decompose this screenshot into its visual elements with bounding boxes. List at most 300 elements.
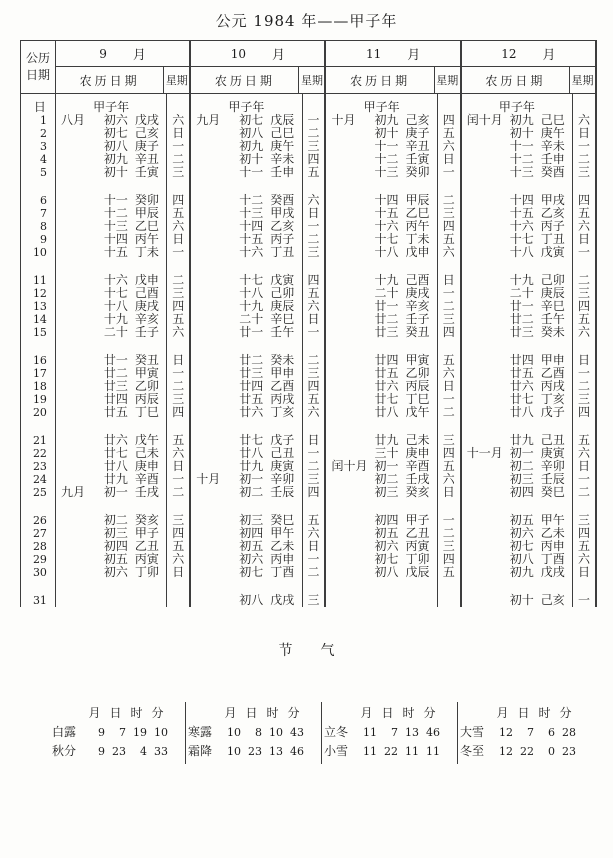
calendar-header: [20, 41, 597, 94]
lunar-day: 初十: [239, 152, 264, 166]
month-number: 11: [365, 46, 382, 61]
weekday-value: 三: [307, 245, 320, 259]
lunar-month-label: [326, 527, 372, 540]
lunar-month-label: [56, 166, 102, 179]
solar-term-row: [458, 723, 594, 742]
row-spacer: [438, 179, 460, 194]
lunar-month-label: [462, 594, 508, 607]
ganzhi-day: 戊辰: [405, 565, 430, 579]
weekday-value: 四: [442, 552, 455, 566]
ganzhi-day: 丁丑: [270, 245, 295, 259]
weekday-value: 四: [578, 299, 591, 313]
lunar-day: 初六: [239, 552, 264, 566]
ganzhi-day: 辛丑: [134, 152, 159, 166]
weekday-value: 二: [578, 485, 591, 499]
day-number: 10: [32, 246, 47, 259]
lunar-day: 初八: [103, 139, 128, 153]
weekday-value: 六: [307, 193, 320, 207]
lunar-day: 廿二: [103, 366, 128, 380]
lunar-date-row: [56, 166, 166, 179]
weekday-value: 三: [442, 206, 455, 220]
weekday-header: 星期: [436, 74, 459, 87]
ganzhi-day: 己酉: [405, 273, 430, 287]
lunar-month-label: [462, 380, 508, 393]
lunar-day: [102, 594, 130, 607]
weekday-value: 三: [442, 433, 455, 447]
lunar-day: 十七: [374, 232, 399, 246]
ganzhi-day: 己卯: [270, 286, 295, 300]
lunar-month-label: [462, 274, 508, 287]
lunar-day: 十一: [509, 139, 534, 153]
lunar-month-label: [326, 220, 372, 233]
solar-term-name: 小雪: [324, 744, 349, 758]
lunar-month-label: [191, 393, 237, 406]
lunar-day: 初三: [239, 513, 264, 527]
weekday-value: 一: [578, 366, 591, 380]
ganzhi-day: 己未: [134, 446, 159, 460]
solar-term-value: 23: [248, 745, 262, 758]
ganzhi-day: 丙寅: [134, 552, 159, 566]
ganzhi-day: 乙亥: [540, 206, 565, 220]
lunar-month-label: [462, 354, 508, 367]
solar-term-value: 6: [548, 726, 555, 739]
ganzhi-day: 乙卯: [405, 366, 430, 380]
solar-term-col-header: 分: [423, 706, 436, 720]
lunar-day: 二十: [509, 286, 534, 300]
lunar-month-label: [191, 326, 237, 339]
weekday-value: 二: [307, 232, 320, 246]
lunar-date-header: 农历日期: [56, 67, 164, 93]
lunar-month-label: [462, 246, 508, 259]
solar-term-name: 白露: [52, 725, 77, 739]
lunar-day: 初七: [239, 565, 264, 579]
solar-term-col-header: 时: [130, 706, 143, 720]
ganzhi-day: 戊寅: [270, 273, 295, 287]
lunar-date-row: [326, 406, 436, 419]
weekday-value: 一: [442, 286, 455, 300]
solar-term-col-header: 月: [360, 706, 373, 720]
year-label: 甲子年: [228, 100, 265, 114]
lunar-day: 十三: [103, 219, 128, 233]
ganzhi-day: 甲子: [405, 513, 430, 527]
lunar-month-label: [56, 566, 102, 579]
weekday-value: 六: [307, 526, 320, 540]
solar-term-row: [458, 742, 594, 761]
solar-term-col-header: 日: [245, 706, 258, 720]
weekday-value: 六: [578, 446, 591, 460]
ganzhi-day: 乙巳: [405, 206, 430, 220]
lunar-date-row: [326, 486, 436, 499]
row-spacer: [56, 579, 166, 594]
solar-term-value: 10: [269, 726, 283, 739]
day-number-column: [21, 94, 56, 607]
row-spacer: [167, 179, 189, 194]
lunar-day: 初四: [103, 539, 128, 553]
weekday-value: 二: [172, 152, 185, 166]
day-number: 15: [32, 326, 47, 339]
solar-term-header-row: [322, 704, 457, 723]
weekday-value: 二: [307, 353, 320, 367]
day-number: 17: [32, 367, 47, 380]
lunar-day: 廿七: [239, 433, 264, 447]
lunar-month-label: [462, 300, 508, 313]
lunar-day: 十五: [103, 245, 128, 259]
ganzhi-day: 壬辰: [540, 472, 565, 486]
solar-terms-title: 节 气: [278, 643, 335, 659]
weekday-value: 二: [172, 485, 185, 499]
ganzhi-day: 癸巳: [270, 513, 295, 527]
solar-term-col-header: 日: [381, 706, 394, 720]
lunar-day: 廿八: [103, 459, 128, 473]
lunar-month-label: [326, 473, 372, 486]
weekday-value: 一: [172, 245, 185, 259]
lunar-month-label: [462, 127, 508, 140]
row-spacer: [303, 499, 325, 514]
ganzhi-day: 甲戌: [270, 206, 295, 220]
year-label: 甲子年: [93, 100, 130, 114]
solar-term-value: 13: [269, 745, 283, 758]
weekday-value: 六: [442, 366, 455, 380]
row-spacer: [462, 339, 572, 354]
ganzhi-day: 庚戌: [405, 286, 430, 300]
month-name: [326, 41, 459, 67]
weekday-value: 日: [307, 312, 320, 326]
weekday-value: 一: [172, 366, 185, 380]
weekday-value: 五: [578, 312, 591, 326]
lunar-day: 初八: [374, 565, 399, 579]
month-subheader: [462, 67, 595, 93]
lunar-day: 初六: [509, 526, 534, 540]
solar-term-group-2: [186, 702, 322, 764]
lunar-day: 十三: [374, 165, 399, 179]
lunar-month-label: 九月: [196, 113, 221, 127]
lunar-month-label: [56, 220, 102, 233]
row-spacer: [462, 259, 572, 274]
weekday-value: 四: [172, 299, 185, 313]
solar-term-value: 4: [140, 745, 147, 758]
weekday-value: 日: [442, 379, 455, 393]
solar-term-value: 10: [154, 726, 168, 739]
weekday-value: 二: [307, 565, 320, 579]
day-number: 14: [32, 313, 47, 326]
ganzhi-day: 壬子: [134, 325, 159, 339]
ganzhi-day: 癸丑: [134, 353, 159, 367]
lunar-month-label: [462, 566, 508, 579]
lunar-month-label: [56, 460, 102, 473]
ganzhi-day: 甲子: [134, 526, 159, 540]
ganzhi-day: 己巳: [270, 126, 295, 140]
ganzhi-day: 己亥: [134, 126, 159, 140]
ganzhi-day: 乙酉: [270, 379, 295, 393]
weekday-value: 四: [442, 113, 455, 127]
weekday-value: 六: [172, 219, 185, 233]
weekday-value: 日: [578, 126, 591, 140]
solar-term-group-1: [50, 702, 186, 764]
day-number: 28: [32, 540, 47, 553]
lunar-day: 廿二: [509, 312, 534, 326]
ganzhi-day: 壬子: [405, 312, 430, 326]
lunar-date-row: [56, 406, 166, 419]
lunar-day: 廿一: [509, 299, 534, 313]
month-unit-label: 月: [542, 48, 556, 63]
lunar-month-label: [56, 140, 102, 153]
ganzhi-day: 乙未: [270, 539, 295, 553]
weekday-value: 四: [307, 152, 320, 166]
lunar-day: 初一: [509, 446, 534, 460]
lunar-month-label: [326, 300, 372, 313]
ganzhi-day: 乙亥: [270, 219, 295, 233]
lunar-month-label: [462, 406, 508, 419]
lunar-day: 初十: [509, 126, 534, 140]
solar-term-value: 10: [227, 726, 241, 739]
weekday-value: 日: [172, 353, 185, 367]
ganzhi-day: 庚寅: [540, 446, 565, 460]
lunar-day: 初四: [509, 485, 534, 499]
weekday-value: 三: [307, 139, 320, 153]
ganzhi-day: 癸巳: [540, 485, 565, 499]
solar-term-value: 46: [290, 745, 304, 758]
month-unit-label: 月: [407, 48, 421, 63]
lunar-day: 十二: [103, 206, 128, 220]
ganzhi-day: 辛亥: [134, 312, 159, 326]
solar-term-value: 23: [112, 745, 126, 758]
lunar-month-label: [56, 553, 102, 566]
ganzhi-day: 辛卯: [540, 459, 565, 473]
solar-term-row: [50, 723, 185, 742]
lunar-month-label: [326, 274, 372, 287]
lunar-day: 廿四: [509, 353, 534, 367]
lunar-day: 廿九: [103, 472, 128, 486]
weekday-value: 日: [172, 565, 185, 579]
lunar-month-label: [56, 434, 102, 447]
solar-term-value: 0: [548, 745, 555, 758]
ganzhi-day: 己酉: [134, 286, 159, 300]
weekday-value: [438, 594, 460, 607]
lunar-day: 初八: [239, 593, 264, 607]
lunar-column-month-9: [56, 94, 166, 607]
weekday-value: 四: [578, 526, 591, 540]
row-spacer: [191, 259, 301, 274]
lunar-month-label: 九月: [60, 485, 85, 499]
lunar-month-label: [326, 540, 372, 553]
solar-term-col-header: 日: [109, 706, 122, 720]
ganzhi-day: 辛酉: [405, 459, 430, 473]
lunar-month-label: [191, 553, 237, 566]
day-number: 5: [39, 166, 47, 179]
weekday-value: 日: [307, 206, 320, 220]
weekday-value: 日: [578, 232, 591, 246]
ganzhi-day: 丙戌: [540, 379, 565, 393]
lunar-date-row: [191, 566, 301, 579]
weekday-column-month-10: [302, 94, 327, 607]
weekday-value: 一: [307, 325, 320, 339]
ganzhi-day: 己巳: [540, 113, 565, 127]
lunar-day: 十八: [374, 245, 399, 259]
lunar-date-row: [462, 326, 572, 339]
lunar-month-label: [191, 246, 237, 259]
year-label: 甲子年: [363, 100, 400, 114]
weekday-value: 五: [307, 392, 320, 406]
lunar-day: 初一: [239, 472, 264, 486]
lunar-month-label: [326, 486, 372, 499]
lunar-month-label: [191, 594, 237, 607]
ganzhi-day: 壬午: [540, 312, 565, 326]
lunar-date-row: [191, 166, 301, 179]
weekday-value: 三: [172, 392, 185, 406]
lunar-day: 二十: [103, 325, 128, 339]
lunar-month-label: 十一月: [466, 446, 503, 460]
lunar-month-label: [326, 434, 372, 447]
lunar-day: 十八: [103, 299, 128, 313]
weekday-value: 四: [172, 405, 185, 419]
lunar-day: 十四: [103, 232, 128, 246]
weekday-value: 六: [307, 299, 320, 313]
solar-term-value: 28: [562, 726, 576, 739]
weekday-value: 三: [172, 513, 185, 527]
corner-line2: 日期: [25, 68, 50, 82]
lunar-date-row: [191, 594, 301, 607]
month-name: [462, 41, 595, 67]
ganzhi-day: 甲寅: [134, 366, 159, 380]
ganzhi-day: 乙未: [540, 526, 565, 540]
weekday-value: 四: [307, 485, 320, 499]
ganzhi-day: [133, 594, 161, 607]
row-spacer: [21, 339, 55, 354]
lunar-day: 十四: [239, 219, 264, 233]
weekday-value: 一: [442, 513, 455, 527]
lunar-month-label: [462, 473, 508, 486]
lunar-month-label: [56, 246, 102, 259]
lunar-day: 初九: [103, 152, 128, 166]
weekday-value: 日: [172, 232, 185, 246]
row-spacer: [167, 419, 189, 434]
weekday-value: 一: [578, 593, 591, 607]
weekday-value: 四: [307, 273, 320, 287]
weekday-column-month-12: [572, 94, 597, 607]
ganzhi-day: 丁酉: [540, 552, 565, 566]
ganzhi-day: 壬午: [270, 325, 295, 339]
row-spacer: [438, 419, 460, 434]
lunar-day: 十四: [509, 193, 534, 207]
solar-term-row: [186, 723, 321, 742]
row-spacer: [438, 339, 460, 354]
ganzhi-day: 乙丑: [134, 539, 159, 553]
lunar-month-label: [326, 514, 372, 527]
lunar-month-label: [462, 527, 508, 540]
lunar-day: 十二: [374, 152, 399, 166]
lunar-month-label: 十月: [196, 472, 221, 486]
weekday-value: 日: [578, 459, 591, 473]
month-unit-label: 月: [132, 48, 146, 63]
lunar-date-row: [56, 566, 166, 579]
weekday-value: 一: [172, 139, 185, 153]
weekday-value: 六: [172, 552, 185, 566]
solar-term-value: 22: [384, 745, 398, 758]
lunar-month-label: [56, 194, 102, 207]
lunar-month-label: [191, 354, 237, 367]
lunar-day: 初八: [509, 552, 534, 566]
lunar-month-label: [56, 313, 102, 326]
lunar-day: 初九: [509, 113, 534, 127]
lunar-day: 初四: [374, 513, 399, 527]
lunar-day: 廿四: [374, 353, 399, 367]
row-spacer: [462, 419, 572, 434]
ganzhi-day: 壬申: [540, 152, 565, 166]
day-number: 8: [39, 220, 47, 233]
calendar-table: [20, 40, 597, 607]
month-header-group-10: [191, 41, 326, 93]
lunar-date-row: [462, 486, 572, 499]
lunar-day: 廿九: [239, 459, 264, 473]
solar-term-name-blank: [50, 704, 84, 723]
day-number: 26: [32, 514, 47, 527]
lunar-month-label: [326, 367, 372, 380]
lunar-month-label: [191, 287, 237, 300]
solar-term-row: [50, 742, 185, 761]
lunar-date-row: [326, 166, 436, 179]
ganzhi-day: 辛丑: [405, 139, 430, 153]
lunar-date-row: [191, 326, 301, 339]
ganzhi-day: 戊寅: [540, 245, 565, 259]
lunar-date-row: [56, 246, 166, 259]
ganzhi-day: 丁未: [405, 232, 430, 246]
lunar-day: 廿六: [239, 405, 264, 419]
lunar-month-label: [326, 287, 372, 300]
weekday-value: 五: [172, 206, 185, 220]
row-spacer: [191, 419, 301, 434]
lunar-day: 初二: [103, 513, 128, 527]
ganzhi-day: 丁巳: [134, 405, 159, 419]
lunar-month-label: [191, 153, 237, 166]
ganzhi-day: 癸亥: [134, 513, 159, 527]
month-header-group-12: [462, 41, 597, 93]
lunar-day: 初二: [239, 485, 264, 499]
lunar-month-label: [56, 153, 102, 166]
weekday-header: 星期: [300, 74, 323, 87]
weekday-value: 日: [172, 459, 185, 473]
lunar-day: 十五: [374, 206, 399, 220]
lunar-month-label: [462, 393, 508, 406]
day-number: 16: [32, 354, 47, 367]
lunar-month-label: [326, 326, 372, 339]
ganzhi-day: 己亥: [405, 113, 430, 127]
lunar-date-row: [462, 246, 572, 259]
ganzhi-day: 壬寅: [134, 165, 159, 179]
lunar-month-label: [191, 434, 237, 447]
ganzhi-day: 丙寅: [405, 539, 430, 553]
lunar-day: 十七: [103, 286, 128, 300]
weekday-value: 三: [172, 286, 185, 300]
row-spacer: [462, 499, 572, 514]
lunar-day: 廿二: [239, 353, 264, 367]
weekday-value: 二: [442, 526, 455, 540]
lunar-day: 初七: [509, 539, 534, 553]
lunar-day: 初六: [374, 539, 399, 553]
weekday-value: 四: [172, 193, 185, 207]
lunar-date-row: [462, 594, 572, 607]
lunar-month-label: [191, 140, 237, 153]
lunar-month-label: [326, 246, 372, 259]
weekday-value: 五: [442, 232, 455, 246]
lunar-month-label: [191, 274, 237, 287]
weekday-value: 三: [307, 593, 320, 607]
row-spacer: [303, 179, 325, 194]
lunar-day: 十六: [509, 219, 534, 233]
ganzhi-day: 辛巳: [270, 312, 295, 326]
row-spacer: [573, 179, 595, 194]
gregorian-date-corner-header: [21, 41, 56, 93]
lunar-day: 初五: [374, 526, 399, 540]
